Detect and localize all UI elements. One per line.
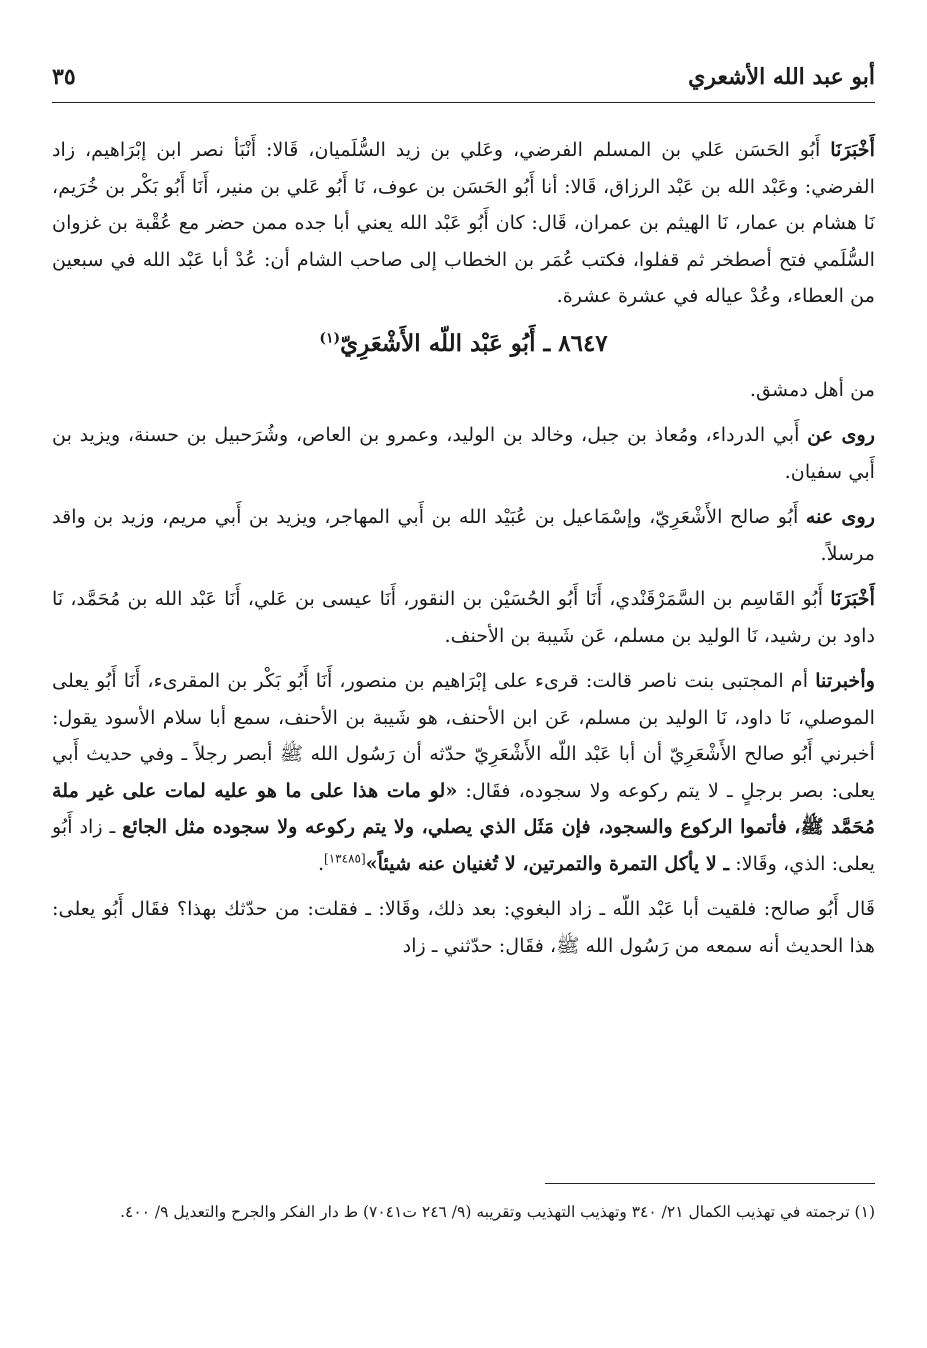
page-header — [52, 58, 875, 103]
paragraph-end: . — [317, 851, 325, 875]
paragraph-continuation — [52, 891, 875, 964]
paragraph-narrated-from — [52, 417, 875, 490]
paragraph-text: أَبُو القَاسِم بن السَّمَرْقَنْدي، أَنَا أَبُو الحُسَيْن بن النقور، أَنَا عيسى بن عَلي، أَنَا عَبْد الله بن مُحَمَّد، نَا داود بن رشيد، نَا الوليد بن مسلم، عَن شَيبة بن الأحنف. — [52, 587, 875, 647]
paragraph-isnad-2 — [52, 581, 875, 654]
footnote-marker: (١) — [319, 329, 341, 346]
lead-word: أَخْبَرَنَا — [830, 138, 875, 161]
paragraph-text: أَبُو صالح الأَشْعَرِيّ، وإسْمَاعيل بن عُبَيْد الله بن أَبي المهاجر، ويزيد بن أَبي مريم، وزيد بن واقد مرسلاً. — [52, 505, 875, 565]
footnote-1: (١) ترجمته في تهذيب الكمال ٢١/ ٣٤٠ وتهذيب التهذيب وتقريبه (٩/ ٢٤٦ ت٧٠٤١) ط دار الفكر والجرح والتعديل ٩/ ٤٠٠. — [120, 1203, 875, 1221]
lead-word: روى عن — [807, 423, 875, 446]
paragraph-hadith — [52, 663, 875, 882]
paragraph-origin — [52, 372, 875, 409]
paragraph-text: قَال أَبُو صالح: فلقيت أبا عَبْد اللّه ـ زاد البغوي: بعد ذلك، وقَالا: ـ فقلت: من حدّثك بهذا؟ فقَال أَبُو يعلى: هذا الحديث أنه سمعه من رَسُول الله ﷺ، فقَال: حدّثني ـ زاد — [52, 897, 875, 957]
lead-word: أَخْبَرَنَا — [830, 587, 875, 610]
paragraph-text: من أهل دمشق. — [749, 377, 875, 401]
paragraph-text: أَبُو الحَسَن عَلي بن المسلم الفرضي، وعَلي بن زيد السُّلَميان، قَالا: أَنْبَأ نصر ابن إبْرَاهيم، زاد الفرضي: وعَبْد الله بن عَبْد الرزاق، قَالا: أنا أَبُو الحَسَن بن عوف، نَا أَبُو عَلي بن منير، أَنَا أَبُو بَكْر بن خُرَيم، نَا هشام بن عمار، نَا الهيثم بن عمران، قَال: كان أَبُو عَبْد الله يعني أبا جده ممن حضر مع عُقْبة بن غزوان السُّلَمي فتح أصطخر ثم قفلوا، فكتب عُمَر بن الخطاب إلى صاحب الشام أن: عُدْ أبا عَبْد الله في سبعين من العطاء، وعُدْ عياله في عشرة عشرة. — [52, 138, 875, 307]
lead-word: وأخبرتنا — [815, 669, 875, 692]
page-number: ٣٥ — [52, 64, 76, 90]
entry-title: ٨٦٤٧ ـ أَبُو عَبْد اللّه الأَشْعَرِيّ — [340, 329, 608, 357]
hadith-text: ـ لا يأكل التمرة والتمرتين، لا تُغنيان عنه شيئاً» — [365, 851, 730, 875]
paragraph-text: أَبي الدرداء، ومُعاذ بن جبل، وخالد بن الوليد، وعمرو بن العاص، وشُرَحبيل بن حسنة، ويزيد بن أَبي سفيان. — [52, 423, 875, 483]
paragraph-isnad-1 — [52, 132, 875, 315]
footnote-divider — [545, 1183, 875, 1184]
running-title: أبو عبد الله الأشعري — [688, 64, 875, 90]
main-text — [52, 132, 875, 973]
hadith-text: «لو مات هذا على ما هو عليه لمات على غير ملة مُحَمَّد ﷺ، فأتموا الركوع والسجود، فإن مَثَل الذي يصلي، ولا يتم ركوعه ولا سجوده مثل الجائع — [52, 778, 875, 838]
hadith-reference: [١٣٤٨٥] — [324, 851, 366, 866]
paragraph-text: ـ زاد أَبُو يعلى: الذي، وقَالا: — [52, 815, 875, 875]
entry-heading — [52, 324, 875, 364]
paragraph-text: أم المجتبى بنت ناصر قالت: قرىء على إبْرَاهيم بن منصور، أَنَا أَبُو بَكْر بن المقرىء، أَنَا أَبُو يعلى الموصلي، نَا داود، نَا الوليد بن مسلم، عَن ابن الأحنف، هو شَيبة بن الأحنف، سمع أبا سلام الأسود يقول: أخبرني أَبُو صالح الأَشْعَرِيّ أن أبا عَبْد اللّه الأَشْعَرِيّ حدّثه أن رَسُول الله ﷺ أبصر رجلاً ـ وفي حديث أَبي يعلى: بصر برجلٍ ـ لا يتم ركوعه ولا سجوده، فقَال: — [52, 669, 875, 802]
paragraph-narrated-by — [52, 499, 875, 572]
footnotes — [52, 1197, 875, 1227]
lead-word: روى عنه — [805, 505, 875, 528]
